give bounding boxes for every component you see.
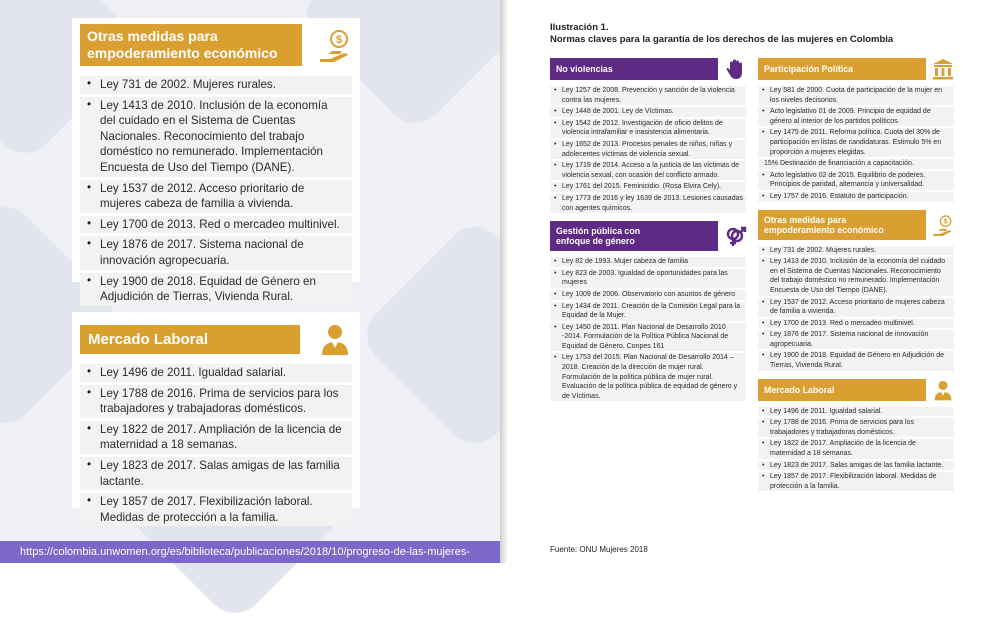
list-item: • Ley 1757 de 2016. Estatuto de participación. xyxy=(758,192,954,202)
list-item: • Ley 1719 de 2014. Acceso a la justicia de las víctimas de violencia sexual, con ocasión del conflicto armado. xyxy=(550,161,746,180)
list-item: • Ley 1475 de 2011. Reforma política. Cuota del 30% de participación en listas de candidaturas. Estimulo 5% en proporción a mujeres elegidas. xyxy=(758,128,954,157)
list-item: • Ley 1652 de 2013. Procesos penales de niños, niñas y adolecentes víctimas de violencia sexual. xyxy=(550,140,746,159)
list-item: • Ley 1876 de 2017. Sistema nacional de innovación agropecuaria. xyxy=(80,236,352,269)
participacion-list xyxy=(758,86,954,202)
list-item: • Ley 731 de 2002. Mujeres rurales. xyxy=(80,76,352,94)
right-page xyxy=(500,0,1000,563)
economico-title: Otras medidas para empoderamiento económico xyxy=(758,210,926,240)
labor-title: Mercado Laboral xyxy=(80,325,300,354)
list-item: • Ley 1876 de 2017. Sistema nacional de innovación agropecuaria. xyxy=(758,330,954,349)
source-url[interactable]: https://colombia.unwomen.org/es/biblioteca/publicaciones/2018/10/progreso-de-las-mujeres-2018 xyxy=(0,541,500,563)
list-item: • Ley 1822 de 2017. Ampliación de la licencia de maternidad a 18 semanas. xyxy=(758,439,954,458)
list-item: • Ley 1761 del 2015. Feminicidio. (Rosa Elvira Cely). xyxy=(550,182,746,192)
stop-hand-icon xyxy=(724,58,746,80)
list-item: • Ley 1448 de 2001. Ley de Víctimas. xyxy=(550,107,746,117)
list-item: • Ley 1823 de 2017. Salas amigas de las familia lactante. xyxy=(80,457,352,490)
list-item: • Ley 1788 de 2016. Prima de servicios para los trabajadores y trabajadoras domésticos. xyxy=(758,418,954,437)
laboral-title: Mercado Laboral xyxy=(758,379,926,401)
no-violencias-title: No violencias xyxy=(550,58,718,80)
worker-icon xyxy=(318,322,352,356)
worker-icon xyxy=(932,379,954,401)
list-item: • Ley 1496 de 2011. Igualdad salarial. xyxy=(80,364,352,382)
gestion-header xyxy=(550,221,746,251)
laboral-header xyxy=(758,379,954,401)
list-item: • Acto legislativo 01 de 2009. Principio de equidad de género al interior de los partidos políticos. xyxy=(758,107,954,126)
page-divider xyxy=(500,0,508,563)
participacion-header xyxy=(758,58,954,80)
list-item: • Ley 82 de 1993. Mujer cabeza de familia xyxy=(550,257,746,267)
gestion-list xyxy=(550,257,746,401)
list-item: • Ley 1413 de 2010. Inclusión de la economía del cuidado en el Sistema de Cuentas Nacionales. Reconocimiento del trabajo doméstico no remunerado. Implementación Encuesta de Uso del Tiempo (DANE). xyxy=(80,97,352,177)
figure-title xyxy=(550,22,893,46)
list-item: • Ley 1823 de 2017. Salas amigas de las familia lactante. xyxy=(758,461,954,471)
laboral-list xyxy=(758,407,954,492)
list-item: • Ley 1450 de 2011. Plan Nacional de Desarrollo 2010 -2014. Formulación de la Política Pública Nacional de Equidad de Género. Conpes 161 xyxy=(550,323,746,352)
column-left xyxy=(550,58,746,409)
list-item: • Ley 1542 de 2012. Investigación de oficio delitos de violencia intrafamiliar e inasistencia alimentaria. xyxy=(550,119,746,138)
list-item: • Ley 1788 de 2016. Prima de servicios para los trabajadores y trabajadoras domésticos. xyxy=(80,385,352,418)
economico-list xyxy=(758,246,954,371)
list-item: • Ley 1753 del 2015. Plan Nacional de Desarrollo 2014 – 2018. Creación de la dirección de mujer rural. Formulación de la política pública de mujer rural. Evaluación de la política pública de equidad de género y de Víctimas. xyxy=(550,353,746,401)
svg-text:$: $ xyxy=(943,217,948,226)
list-item: • Ley 731 de 2002. Mujeres rurales. xyxy=(758,246,954,256)
list-item: • Ley 1773 de 2016 y ley 1639 de 2013. Lesiones causadas con agentes químicos. xyxy=(550,194,746,213)
figure-number: Ilustración 1. xyxy=(550,22,609,33)
list-item: • Ley 1822 de 2017. Ampliación de la licencia de maternidad a 18 semanas. xyxy=(80,421,352,454)
economic-title: Otras medidas para empoderamiento económico xyxy=(80,24,302,66)
left-page xyxy=(0,0,500,580)
labor-list xyxy=(80,364,352,526)
economic-list xyxy=(80,76,352,306)
list-item: • Ley 1434 de 2011. Creación de la Comisión Legal para la Equidad de la Mujer. xyxy=(550,302,746,321)
economico-header xyxy=(758,210,954,240)
list-item: • Ley 1700 de 2013. Red o mercadeo multinivel. xyxy=(80,216,352,234)
column-right xyxy=(758,58,954,499)
list-item: • Ley 823 de 2003. Igualdad de oportunidades para las mujeres xyxy=(550,269,746,288)
no-violencias-list xyxy=(550,86,746,213)
svg-text:$: $ xyxy=(335,34,343,46)
gender-icon xyxy=(724,225,746,247)
list-item: • Ley 1257 de 2008. Prevención y sanción de la violencia contra las mujeres. xyxy=(550,86,746,105)
money-hand-icon xyxy=(932,214,954,236)
figure-source: Fuente: ONU Mujeres 2018 xyxy=(550,545,648,554)
no-violencias-header xyxy=(550,58,746,80)
list-item: • Ley 1413 de 2010. Inclusión de la economía del cuidado en el Sistema de Cuentas Nacionales. Reconocimiento del trabajo doméstico no remunerado. Implementación Encuesta de Uso del Tiempo (DANE). xyxy=(758,257,954,295)
list-item: • Acto legislativo 02 de 2015. Equilibrio de poderes. Principios de paridad, alternancia y universalidad. xyxy=(758,171,954,190)
list-item: • Ley 581 de 2000. Cuota de participación de la mujer en los niveles decisorios. xyxy=(758,86,954,105)
participacion-title: Participación Política xyxy=(758,58,926,80)
list-item: • Ley 1900 de 2018. Equidad de Género en Adjudición de Tierras, Vivienda Rural. xyxy=(80,273,352,306)
list-item: • Ley 1857 de 2017. Flexibilización laboral. Medidas de protección a la familia. xyxy=(758,472,954,491)
list-item: • Ley 1857 de 2017. Flexibilización laboral. Medidas de protección a la familia. xyxy=(80,493,352,526)
economic-card xyxy=(72,18,360,304)
government-building-icon xyxy=(932,58,954,80)
list-item: 15% Destinación de financiación a capacitación. xyxy=(758,159,954,169)
list-item: • Ley 1537 de 2012. Acceso prioritario de mujeres cabeza de familia a vivienda. xyxy=(758,298,954,317)
figure-caption: Normas claves para la garantía de los derechos de las mujeres en Colombia xyxy=(550,34,894,45)
list-item: • Ley 1900 de 2018. Equidad de Género en Adjudición de Tierras, Vivienda Rural. xyxy=(758,351,954,370)
list-item: • Ley 1496 de 2011. Igualdad salarial. xyxy=(758,407,954,417)
labor-card xyxy=(72,312,360,524)
list-item: • Ley 1009 de 2006. Observatorio con asuntos de género xyxy=(550,290,746,300)
gestion-title: Gestión pública con enfoque de género xyxy=(550,221,718,251)
money-hand-icon xyxy=(318,28,352,62)
list-item: • Ley 1537 de 2012. Acceso prioritario de mujeres cabeza de familia a vivienda. xyxy=(80,180,352,213)
list-item: • Ley 1700 de 2013. Red o mercadeo multinivel. xyxy=(758,319,954,329)
